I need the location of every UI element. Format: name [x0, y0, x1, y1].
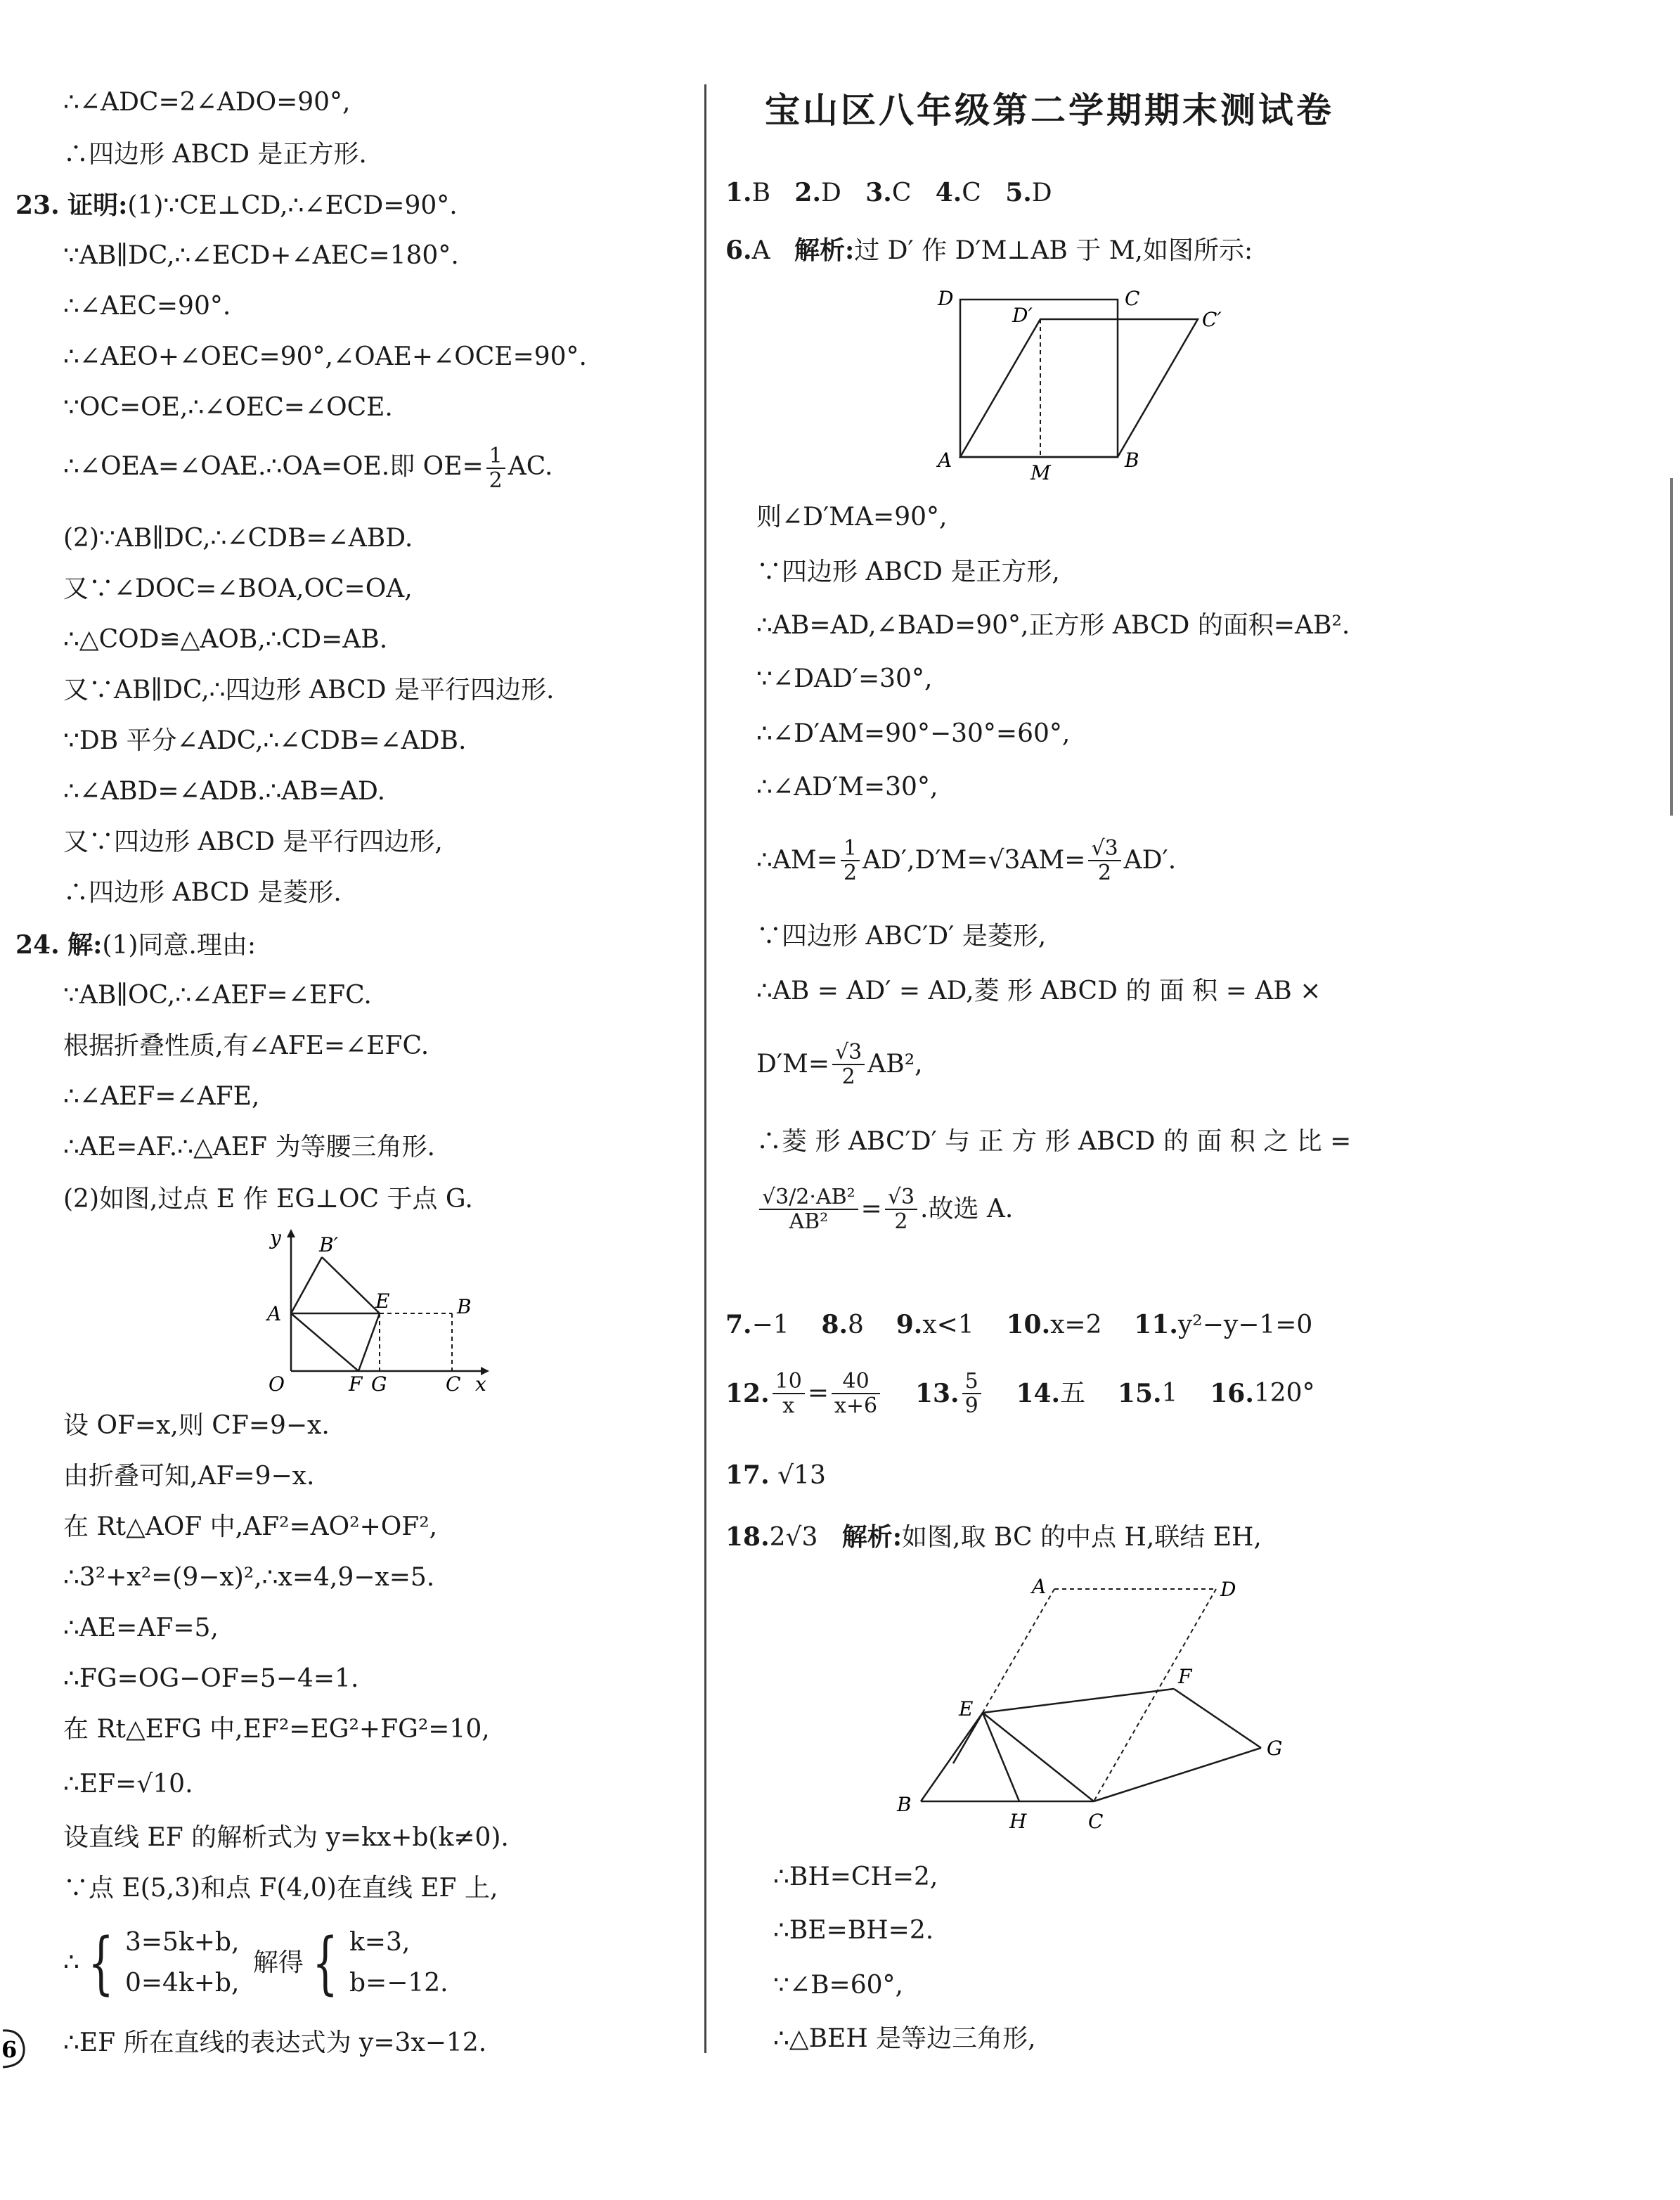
- left-brace: {: [88, 1923, 114, 2002]
- answer-17: [725, 1462, 826, 1488]
- text-segment: AD′.: [1123, 846, 1177, 875]
- text-line: ∴菱 形 ABC′D′ 与 正 方 形 ABCD 的 面 积 之 比 =: [756, 1127, 1352, 1156]
- equation: k=3,: [349, 1928, 411, 1957]
- text-line: ∴△BEH 是等边三角形,: [773, 2024, 1036, 2053]
- answers-12-16: [725, 1370, 1315, 1417]
- denominator: 2: [489, 468, 503, 493]
- text-line: (2)如图,过点 E 作 EG⊥OC 于点 G.: [63, 1185, 473, 1214]
- equation: 0=4k+b,: [124, 1968, 240, 1998]
- text-line: ∵CE⊥CD,∴∠ECD=90°.: [163, 191, 458, 220]
- answers-7-11: [725, 1312, 1312, 1338]
- text-line: ∴∠AEO+∠OEC=90°,∠OAE+∠OCE=90°.: [63, 342, 587, 371]
- denominator: 2: [841, 1064, 855, 1089]
- text-line: ∵OC=OE,∴∠OEC=∠OCE.: [63, 393, 393, 422]
- label-b: B: [1125, 449, 1139, 472]
- denominator: 9: [964, 1394, 978, 1418]
- answer: 五: [1060, 1379, 1086, 1408]
- answer: D: [821, 179, 841, 207]
- answer: B: [751, 179, 771, 207]
- solve-word: 解得: [252, 1948, 304, 1977]
- segment-b-e: [921, 1713, 983, 1801]
- y-axis-arrow: [287, 1229, 295, 1237]
- segment-b-prime-e: [322, 1257, 380, 1313]
- numerator: 5: [962, 1370, 981, 1394]
- text-line: ∴∠AD′M=30°,: [756, 773, 938, 802]
- fraction: [962, 1370, 981, 1417]
- question-number: 16.: [1210, 1379, 1254, 1408]
- fraction: [759, 1185, 858, 1233]
- scan-edge-mark: [1670, 478, 1673, 816]
- text-line: ∴∠AEC=90°.: [63, 292, 231, 321]
- text-segment: 如图,取 BC 的中点 H,联结 EH,: [902, 1523, 1262, 1552]
- label-d: D: [938, 287, 954, 310]
- text-line: ∴FG=OG−OF=5−4=1.: [63, 1664, 359, 1693]
- text-line: ∴AE=AF=5,: [63, 1614, 219, 1642]
- text-segment: AD′,D′M=√3AM=: [862, 846, 1086, 875]
- question-number: 14.: [1016, 1379, 1061, 1408]
- equation-system-line: [63, 1922, 448, 2003]
- question-number: 23.: [15, 191, 60, 220]
- therefore-symbol: ∴: [63, 1948, 79, 1977]
- text-line: 设 OF=x,则 CF=9−x.: [63, 1411, 330, 1440]
- answer: −1: [751, 1311, 789, 1339]
- label-h: H: [1009, 1810, 1027, 1833]
- left-brace: {: [312, 1923, 338, 2002]
- answers-1-5: [725, 180, 1052, 206]
- label-c: C: [446, 1372, 461, 1392]
- question-number: 7.: [725, 1310, 752, 1339]
- label-x: x: [475, 1372, 486, 1392]
- column-divider: [704, 84, 706, 2053]
- text-line: ∴△COD≌△AOB,∴CD=AB.: [63, 625, 388, 654]
- segment-ef: [358, 1313, 380, 1371]
- equals-sign: =: [807, 1379, 829, 1408]
- numerator: 1: [486, 444, 505, 469]
- question-18-line: [725, 1524, 1262, 1550]
- text-line: ∴EF=√10.: [63, 1770, 193, 1799]
- text-line: ∵∠B=60°,: [773, 1971, 903, 2000]
- question-number: 24.: [15, 930, 60, 960]
- text-segment: =: [860, 1195, 882, 1223]
- text-segment: D′M=: [756, 1050, 830, 1079]
- equation-system-left: [125, 1922, 239, 2003]
- label-c: C: [1088, 1810, 1104, 1833]
- text-line: 设直线 EF 的解析式为 y=kx+b(k≠0).: [63, 1823, 509, 1852]
- text-line: 又∵AB∥DC,∴四边形 ABCD 是平行四边形.: [63, 676, 555, 705]
- label-f: F: [1178, 1665, 1192, 1688]
- text-line: ∵四边形 ABC′D′ 是菱形,: [756, 922, 1047, 951]
- text-line: 在 Rt△AOF 中,AF²=AO²+OF²,: [63, 1512, 438, 1541]
- proof-keyword: 证明:: [67, 191, 128, 220]
- text-line: 又∵四边形 ABCD 是平行四边形,: [63, 828, 443, 856]
- answer: D: [1031, 179, 1052, 207]
- answer: x=2: [1050, 1311, 1102, 1339]
- numerator: √3: [832, 1041, 865, 1065]
- fraction: [885, 1185, 917, 1233]
- label-b: B: [897, 1793, 912, 1816]
- section-title: 宝山区八年级第二学期期末测试卷: [765, 90, 1334, 131]
- segment-af: [291, 1313, 358, 1371]
- answer: 2√3: [769, 1523, 818, 1552]
- fraction: [773, 1370, 805, 1417]
- text-line: (1)同意.理由:: [102, 931, 256, 960]
- denominator: AB²: [789, 1209, 829, 1234]
- fraction: [1088, 837, 1120, 884]
- question-number: 3.: [865, 178, 892, 207]
- analysis-keyword: 解析:: [841, 1522, 903, 1552]
- text-line: ∴四边形 ABCD 是菱形.: [63, 878, 342, 907]
- text-segment: ∴AM=: [756, 846, 838, 875]
- segment-fg: [1174, 1689, 1261, 1748]
- text-line: ∵∠DAD′=30°,: [756, 664, 933, 693]
- numerator: 10: [773, 1370, 805, 1394]
- text-line: ∵四边形 ABCD 是正方形,: [756, 558, 1060, 586]
- text-segment: AB²,: [867, 1050, 923, 1079]
- question-number: 18.: [725, 1522, 770, 1552]
- segment-ab-prime: [291, 1257, 322, 1313]
- text-line: ∴∠ABD=∠ADB.∴AB=AD.: [63, 777, 386, 806]
- fraction: [832, 1370, 880, 1417]
- fraction: [486, 444, 505, 492]
- answer: 120°: [1253, 1379, 1315, 1408]
- question-24-line: [15, 932, 256, 958]
- text-line: ∴∠D′AM=90°−30°=60°,: [756, 719, 1071, 748]
- text-line: ∴BH=CH=2,: [773, 1863, 938, 1891]
- text-line: ∵DB 平分∠ADC,∴∠CDB=∠ADB.: [63, 726, 467, 755]
- answer: C: [962, 179, 981, 207]
- text-line: ∵AB∥OC,∴∠AEF=∠EFC.: [63, 981, 372, 1010]
- denominator: 2: [894, 1209, 908, 1234]
- question-number: 11.: [1134, 1310, 1178, 1339]
- denominator: 2: [843, 861, 858, 885]
- analysis-keyword: 解析:: [794, 236, 855, 265]
- text-line: ∴AE=AF.∴△AEF 为等腰三角形.: [63, 1133, 435, 1162]
- answer: 1: [1161, 1379, 1178, 1408]
- text-line: (2)∵AB∥DC,∴∠CDB=∠ABD.: [63, 524, 413, 553]
- text-line-with-fraction: [756, 837, 1176, 884]
- label-d-prime: D′: [1012, 304, 1033, 327]
- equation-system-right: [349, 1922, 448, 2003]
- question-number: 10.: [1006, 1310, 1051, 1339]
- page-number-badge: [0, 2026, 28, 2070]
- text-line: ∴∠AEF=∠AFE,: [63, 1082, 260, 1111]
- question-number: 8.: [821, 1310, 848, 1339]
- text-line: 由折叠可知,AF=9−x.: [63, 1462, 315, 1491]
- equation: 3=5k+b,: [124, 1928, 240, 1957]
- question-number: 4.: [935, 178, 962, 207]
- label-c-prime: C′: [1202, 308, 1222, 331]
- label-b-prime: B′: [319, 1233, 338, 1256]
- question-number: 15.: [1117, 1379, 1162, 1408]
- label-o: O: [269, 1372, 285, 1392]
- answer: x<1: [922, 1311, 974, 1339]
- text-line: ∴∠ADC=2∠ADO=90°,: [63, 88, 351, 117]
- text-segment: AC.: [508, 452, 553, 481]
- label-e: E: [959, 1697, 974, 1720]
- answer: √13: [777, 1461, 826, 1490]
- label-g: G: [371, 1372, 387, 1392]
- rhombus-abc-prime-d-prime: [960, 319, 1198, 457]
- denominator: x+6: [834, 1394, 878, 1418]
- answer: C: [891, 179, 912, 207]
- text-segment: ∴∠OEA=∠OAE.∴OA=OE.即 OE=: [63, 452, 484, 481]
- text-line: 则∠D′MA=90°,: [756, 503, 948, 532]
- text-line: ∴EF 所在直线的表达式为 y=3x−12.: [63, 2028, 487, 2057]
- text-line-with-fraction: [756, 1041, 923, 1088]
- text-line: 又∵∠DOC=∠BOA,OC=OA,: [63, 574, 413, 603]
- label-f: F: [349, 1372, 363, 1392]
- fraction: [832, 1041, 865, 1088]
- label-a: A: [938, 449, 952, 472]
- question-number: 12.: [725, 1379, 770, 1408]
- question-number: 9.: [896, 1310, 923, 1339]
- square-rhombus-figure: [928, 281, 1251, 492]
- label-m: M: [1030, 461, 1051, 484]
- text-line: ∴3²+x²=(9−x)²,∴x=4,9−x=5.: [63, 1563, 435, 1592]
- question-number: 1.: [725, 178, 752, 207]
- text-segment: .故选 A.: [920, 1195, 1014, 1223]
- text-line: ∴四边形 ABCD 是正方形.: [63, 140, 367, 169]
- numerator: 1: [841, 837, 860, 861]
- parallelogram-figure: [879, 1568, 1300, 1849]
- label-d: D: [1220, 1578, 1236, 1601]
- text-line: 根据折叠性质,有∠AFE=∠EFC.: [63, 1031, 429, 1060]
- label-c: C: [1125, 287, 1140, 310]
- denominator: 2: [1098, 861, 1112, 885]
- text-segment: 过 D′ 作 D′M⊥AB 于 M,如图所示:: [854, 236, 1253, 265]
- label-g: G: [1267, 1737, 1283, 1760]
- label-e: E: [375, 1289, 390, 1313]
- answer: A: [751, 236, 770, 265]
- page-number-text: 6: [1, 2036, 18, 2063]
- sub-part: (1): [127, 191, 164, 220]
- segment-ec: [983, 1713, 1094, 1801]
- numerator: √3/2·AB²: [759, 1185, 858, 1210]
- question-23-line: [15, 193, 458, 219]
- text-line-with-fraction: [63, 444, 553, 492]
- label-b: B: [457, 1295, 472, 1318]
- question-number: 6.: [725, 236, 752, 265]
- numerator: 40: [832, 1370, 880, 1394]
- question-6-line: [725, 238, 1253, 264]
- answer: 8: [848, 1311, 864, 1339]
- numerator: √3: [885, 1185, 917, 1210]
- segment-dc: [1094, 1589, 1216, 1801]
- text-line: ∵AB∥DC,∴∠ECD+∠AEC=180°.: [63, 241, 459, 270]
- text-line: 在 Rt△EFG 中,EF²=EG²+FG²=10,: [63, 1715, 490, 1744]
- ratio-line: [756, 1185, 1013, 1233]
- segment-gc: [1094, 1748, 1261, 1801]
- segment-ef: [983, 1689, 1174, 1713]
- question-number: 2.: [794, 178, 821, 207]
- text-line: ∴AB=AD,∠BAD=90°,正方形 ABCD 的面积=AB².: [756, 611, 1350, 640]
- equation: b=−12.: [349, 1968, 448, 1998]
- denominator: x: [782, 1394, 795, 1418]
- text-line: ∴AB = AD′ = AD,菱 形 ABCD 的 面 积 = AB ×: [756, 977, 1322, 1005]
- label-a: A: [267, 1302, 282, 1325]
- label-y: y: [270, 1226, 281, 1249]
- solution-keyword: 解:: [67, 930, 103, 960]
- folding-figure: [253, 1223, 506, 1392]
- label-a: A: [1032, 1575, 1047, 1598]
- question-number: 13.: [915, 1379, 959, 1408]
- question-number: 5.: [1005, 178, 1032, 207]
- numerator: √3: [1088, 837, 1120, 861]
- text-line: ∵点 E(5,3)和点 F(4,0)在直线 EF 上,: [63, 1874, 498, 1903]
- question-number: 17.: [725, 1460, 770, 1490]
- segment-eh: [983, 1713, 1019, 1801]
- answer: y²−y−1=0: [1177, 1311, 1313, 1339]
- text-line: ∴BE=BH=2.: [773, 1916, 934, 1945]
- fraction: [841, 837, 860, 884]
